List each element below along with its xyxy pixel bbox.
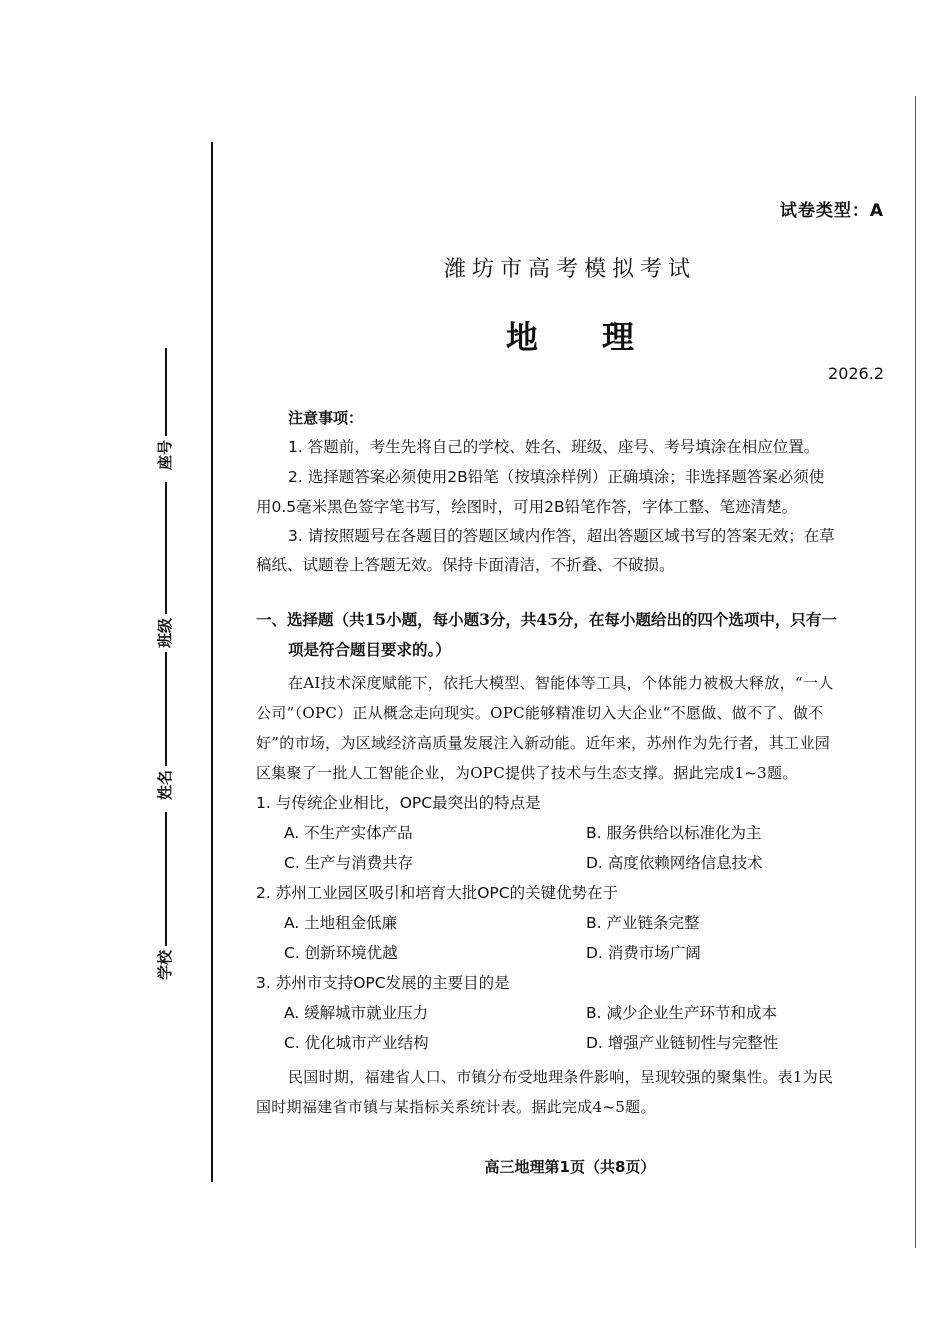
question-stem: 1. 与传统企业相比，OPC最突出的特点是: [256, 794, 541, 812]
notice-title: 注意事项：: [288, 409, 364, 427]
question-option[interactable]: C. 创新环境优越: [284, 944, 398, 962]
notice-line: 1. 答题前，考生先将自己的学校、姓名、班级、座号、考号填涂在相应位置。: [288, 438, 820, 456]
notice-line: 稿纸、试题卷上答题无效。保持卡面清洁，不折叠、不破损。: [256, 556, 675, 574]
seat-number-label: 座号: [156, 439, 174, 470]
paper-type: 试卷类型：A: [779, 201, 884, 221]
school-underline: [165, 812, 167, 946]
question-option[interactable]: B. 减少企业生产环节和成本: [586, 1004, 777, 1022]
notice-line: 2. 选择题答案必须使用2B铅笔（按填涂样例）正确填涂；非选择题答案必须使: [288, 468, 825, 486]
passage-line: 公司”（OPC）正从概念走向现实。OPC能够精准切入大企业“不愿做、做不了、做不: [256, 704, 824, 722]
passage-line: 在AI技术深度赋能下，依托大模型、智能体等工具，个体能力被极大释放，“一人: [288, 674, 834, 692]
question-option[interactable]: C. 生产与消费共存: [284, 854, 414, 872]
seat-number-underline: [165, 348, 167, 436]
question-option[interactable]: A. 缓解城市就业压力: [284, 1004, 429, 1022]
exam-date: 2026.2: [828, 364, 884, 383]
question-option[interactable]: C. 优化城市产业结构: [284, 1034, 429, 1052]
section-heading: 一、选择题（共15小题，每小题3分，共45分，在每小题给出的四个选项中，只有一: [256, 610, 837, 629]
question-stem: 2. 苏州工业园区吸引和培育大批OPC的关键优势在于: [256, 884, 619, 902]
question-option[interactable]: B. 服务供给以标准化为主: [586, 824, 762, 842]
name-underline: [165, 652, 167, 766]
question-option[interactable]: D. 增强产业链韧性与完整性: [586, 1034, 779, 1052]
passage-line: 区集聚了一批人工智能企业，为OPC提供了技术与生态支撑。据此完成1~3题。: [256, 764, 798, 782]
section-heading-continued: 项是符合题目要求的。）: [288, 640, 451, 659]
passage-line: 好”的市场，为区域经济高质量发展注入新动能。近年来，苏州作为先行者，其工业园: [256, 734, 831, 752]
question-option[interactable]: A. 土地租金低廉: [284, 914, 398, 932]
name-label: 姓名: [156, 769, 174, 800]
subject-title: 地 理: [505, 318, 634, 356]
question-stem: 3. 苏州市支持OPC发展的主要目的是: [256, 974, 510, 992]
question-option[interactable]: B. 产业链条完整: [586, 914, 700, 932]
class-underline: [165, 482, 167, 614]
page-footer: 高三地理第1页（共8页）: [484, 1158, 656, 1176]
question-option[interactable]: D. 消费市场广阔: [586, 944, 701, 962]
exam-title: 潍坊市高考模拟考试: [443, 257, 696, 282]
notice-line: 3. 请按照题号在各题目的答题区域内作答，超出答题区域书写的答案无效；在草: [288, 527, 835, 545]
question-option[interactable]: A. 不生产实体产品: [284, 824, 413, 842]
passage-line: 国时期福建省市镇与某指标关系统计表。据此完成4~5题。: [256, 1098, 656, 1116]
binding-line: [211, 142, 213, 1182]
passage-line: 民国时期，福建省人口、市镇分布受地理条件影响，呈现较强的聚集性。表1为民: [288, 1068, 834, 1086]
notice-line: 用0.5毫米黑色签字笔书写，绘图时，可用2B铅笔作答，字体工整、笔迹清楚。: [256, 498, 798, 516]
question-option[interactable]: D. 高度依赖网络信息技术: [586, 854, 763, 872]
school-label: 学校: [156, 949, 174, 980]
class-label: 班级: [156, 617, 174, 648]
